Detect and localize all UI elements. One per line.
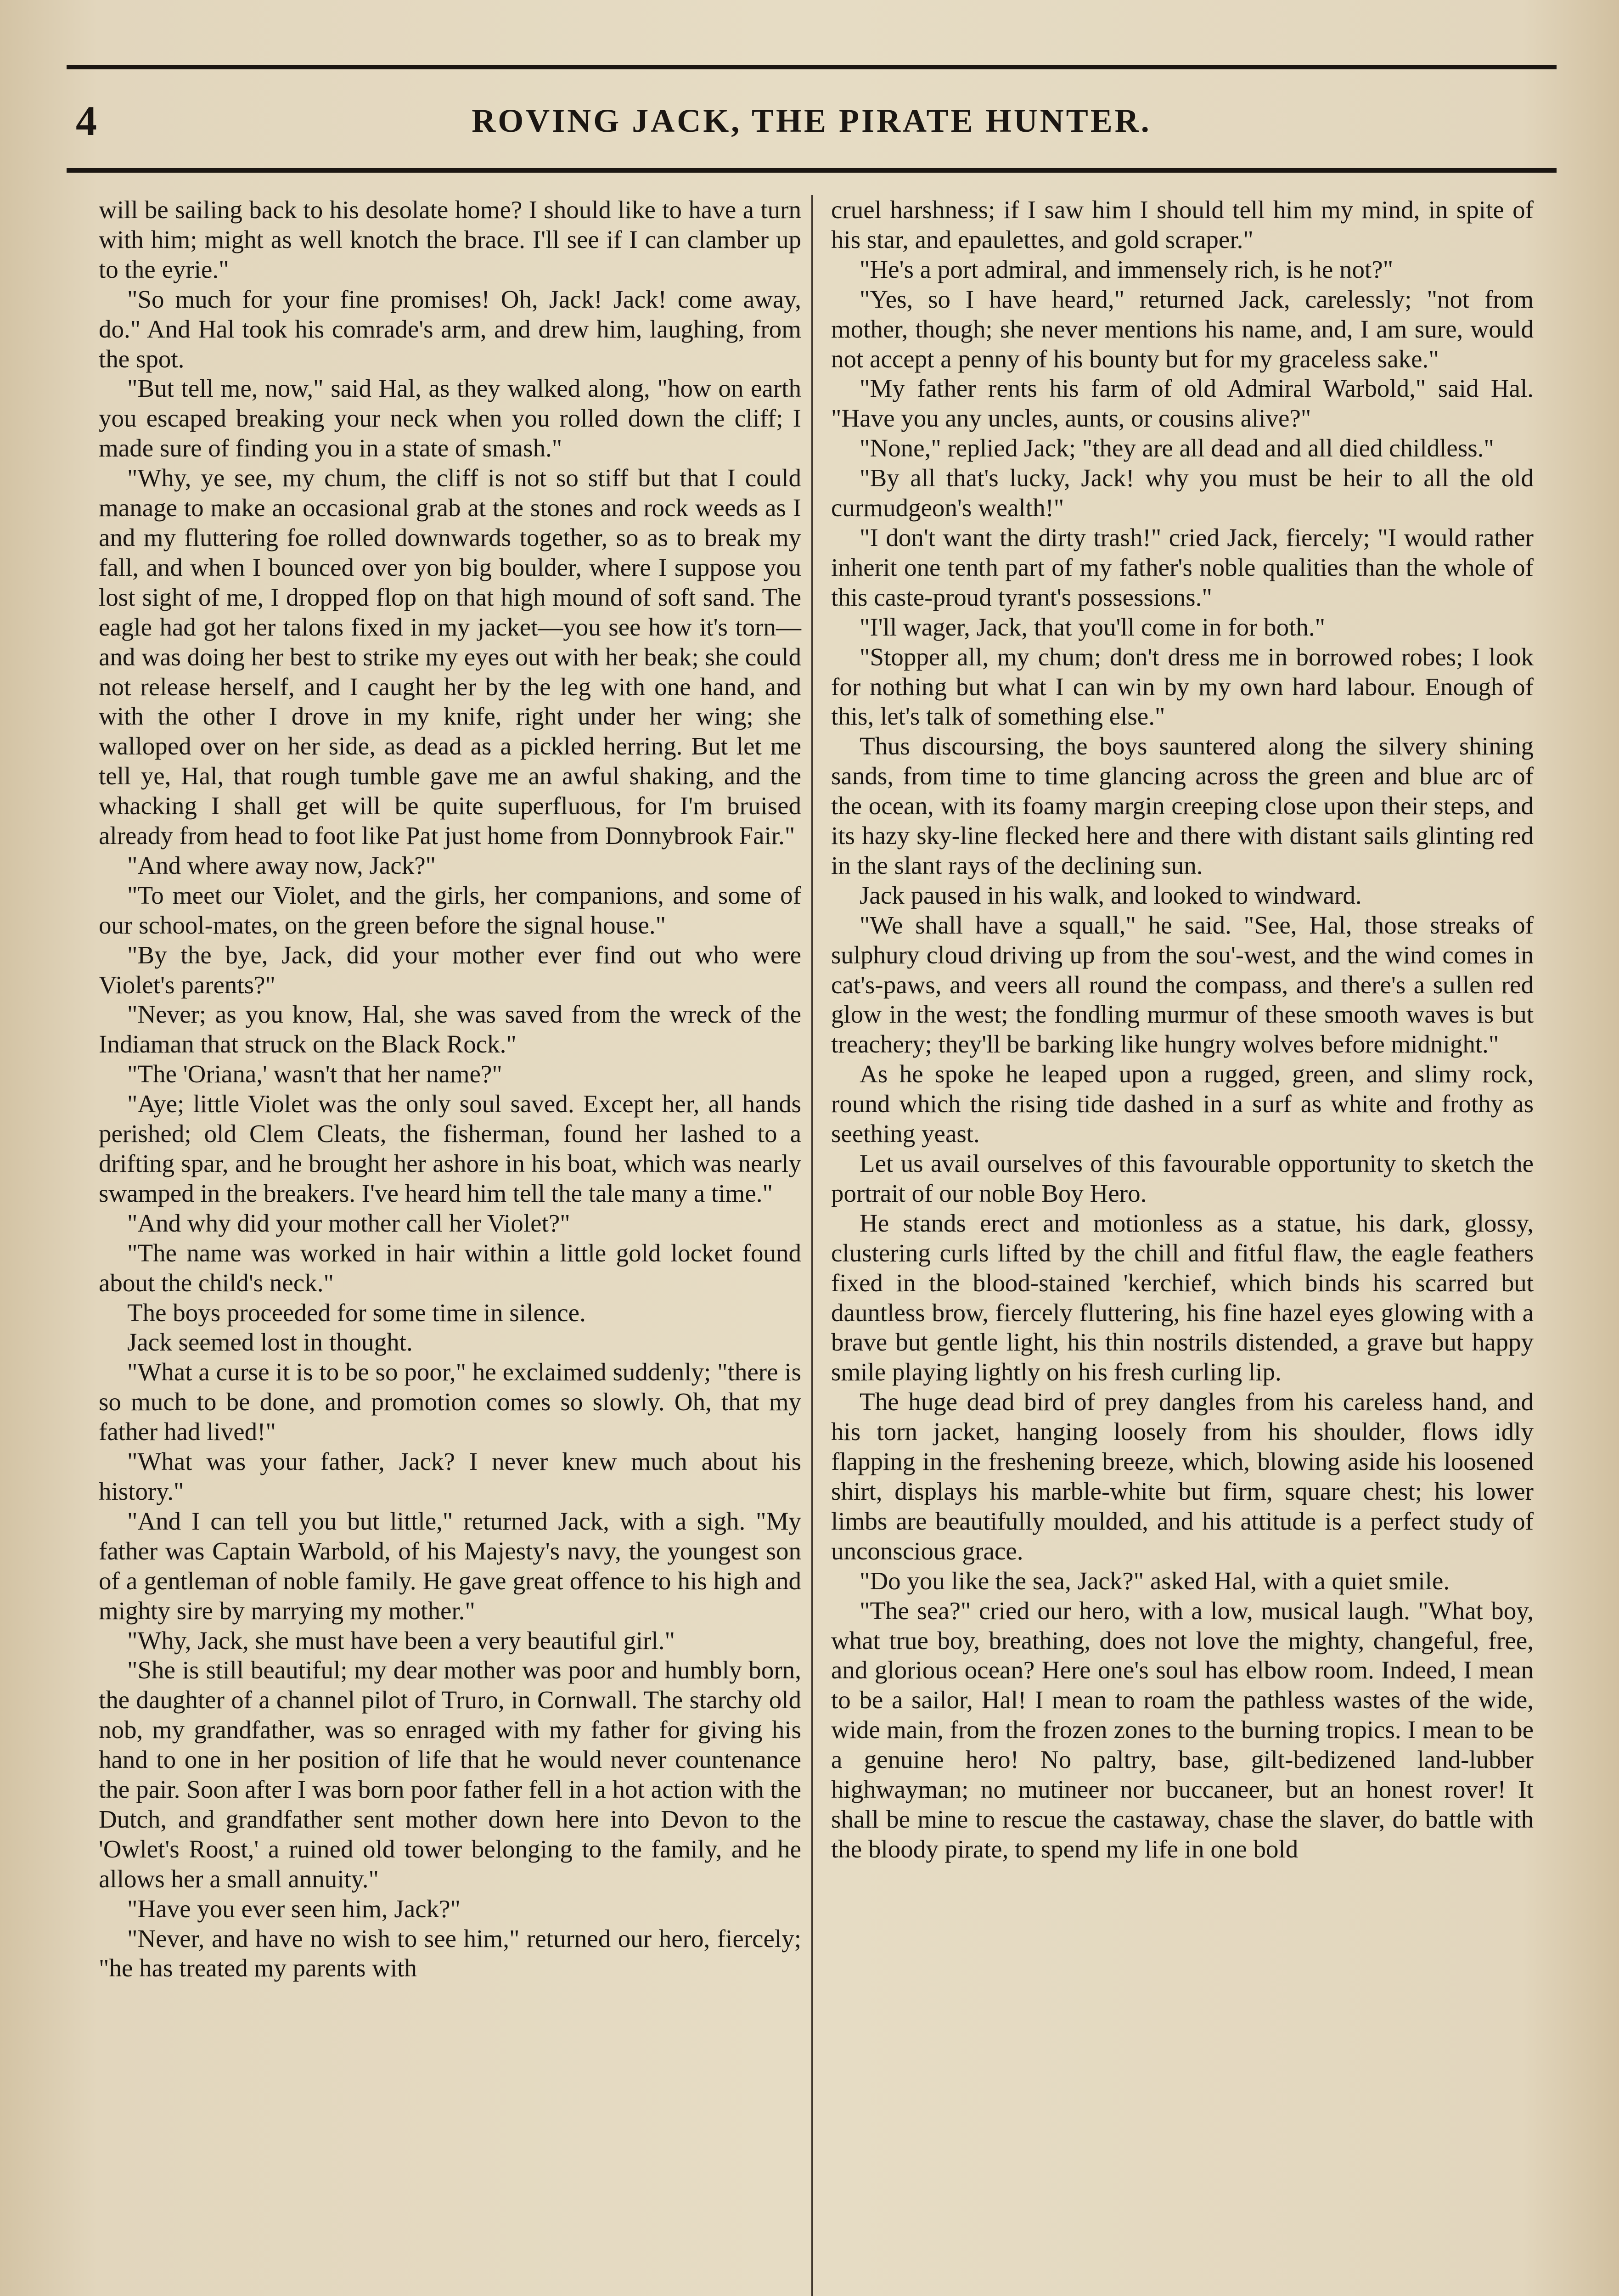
header-bottom-rule: [67, 168, 1557, 173]
paragraph: "By the bye, Jack, did your mother ever find out who were Violet's parents?": [99, 940, 801, 999]
paragraph: Let us avail ourselves of this favourable opportunity to sketch the portrait of our noble Boy Hero.: [831, 1149, 1534, 1207]
page-number: 4: [76, 97, 97, 144]
paragraph: "I don't want the dirty trash!" cried Jack, fiercely; "I would rather inherit one tenth part of my father's noble qualities than the whole of this caste-proud tyrant's possessions.": [831, 523, 1534, 611]
paragraph: Thus discoursing, the boys sauntered along the silvery shining sands, from time to time glancing across the green and blue arc of the ocean, with its foamy margin creeping close upon their steps, and its hazy sky-line flecked here and there with distant sails glinting red in the slant rays of the declining sun.: [831, 732, 1534, 879]
paragraph: "What was your father, Jack? I never knew much about his history.": [99, 1447, 801, 1505]
paragraph: "Why, ye see, my chum, the cliff is not so stiff but that I could manage to make an occasional grab at the stones and rock weeds as I and my fluttering foe rolled downwards together, so as to break my fall, and when I bounced over yon big boulder, where I suppose you lost sight of me, I dropped flop on that high mound of soft sand. The eagle had got her talons fixed in my jacket—you see how it's torn—and was doing her best to strike my eyes out with her beak; she could not release herself, and I caught her by the leg with one hand, and with the other I drove in my knife, right under her wing; she walloped over on her side, as dead as a pickled herring. But let me tell ye, Hal, that rough tumble gave me an awful shaking, and the whacking I shall get will be quite superfluous, for I'm bruised already from head to foot like Pat just home from Donnybrook Fair.": [99, 464, 801, 850]
paragraph: "Do you like the sea, Jack?" asked Hal, with a quiet smile.: [860, 1566, 1450, 1595]
paragraph: "And why did your mother call her Violet?": [127, 1209, 570, 1237]
paragraph: "Never, and have no wish to see him," returned our hero, fiercely; "he has treated my parents with: [99, 1924, 801, 1982]
paragraph: "What a curse it is to be so poor," he exclaimed suddenly; "there is so much to be done, and promotion comes so slowly. Oh, that my father had lived!": [99, 1358, 801, 1446]
paragraph: "Aye; little Violet was the only soul saved. Except her, all hands perished; old Clem Cleats, the fisherman, found her lashed to a drifting spar, and he brought her ashore in his boat, which was nearly swamped in the breakers. I've heard him tell the tale many a time.": [99, 1090, 801, 1207]
paragraph: "The 'Oriana,' wasn't that her name?": [127, 1060, 502, 1088]
paragraph: will be sailing back to his desolate home? I should like to have a turn with him; might as well knotch the brace. I'll see if I can clamber up to the eyrie.": [99, 196, 801, 283]
paragraph: "Have you ever seen him, Jack?": [127, 1894, 461, 1923]
paragraph: "The name was worked in hair within a little gold locket found about the child's neck.": [99, 1238, 801, 1297]
paragraph: Jack seemed lost in thought.: [127, 1328, 413, 1356]
paragraph: "We shall have a squall," he said. "See, Hal, those streaks of sulphury cloud driving up from the sou'-west, and the wind comes in cat's-paws, and veers all round the compass, and there's a sullen red glow in the west; the fondling murmur of these smooth waves is but treachery; they'll be barking like hungry wolves before midnight.": [831, 911, 1534, 1058]
right-text-column: [831, 195, 1534, 1864]
paragraph: "By all that's lucky, Jack! why you must be heir to all the old curmudgeon's wealth!": [831, 464, 1534, 522]
paragraph: "Never; as you know, Hal, she was saved from the wreck of the Indiaman that struck on the Black Rock.": [99, 1000, 801, 1058]
paragraph: The boys proceeded for some time in silence.: [127, 1298, 586, 1327]
page-header: [67, 87, 1557, 152]
paragraph: As he spoke he leaped upon a rugged, green, and slimy rock, round which the rising tide dashed in a surf as white and frothy as seething yeast.: [831, 1060, 1534, 1148]
paragraph: "Why, Jack, she must have been a very beautiful girl.": [127, 1626, 675, 1654]
paragraph: "She is still beautiful; my dear mother was poor and humbly born, the daughter of a channel pilot of Truro, in Cornwall. The starchy old nob, my grandfather, was so enraged with my father for giving his hand to one in her position of life that he would never countenance the pair. Soon after I was born poor father fell in a hot action with the Dutch, and grandfather sent mother down here into Devon to the 'Owlet's Roost,' a ruined old tower belonging to the family, and he allows her a small annuity.": [99, 1656, 801, 1893]
column-divider: [811, 195, 813, 2296]
paragraph: "I'll wager, Jack, that you'll come in for both.": [860, 613, 1326, 641]
paragraph: "To meet our Violet, and the girls, her companions, and some of our school-mates, on the green before the signal house.": [99, 881, 801, 939]
paragraph: "And where away now, Jack?": [127, 851, 436, 879]
paragraph: "He's a port admiral, and immensely rich, is he not?": [860, 255, 1394, 283]
paragraph: The huge dead bird of prey dangles from his careless hand, and his torn jacket, hanging loosely from his shoulder, flows idly flapping in the freshening breeze, which, blowing aside his loosened shirt, displays his marble-white but firm, square chest; his lower limbs are beautifully moulded, and his attitude is a perfect study of unconscious grace.: [831, 1388, 1534, 1565]
paragraph: He stands erect and motionless as a statue, his dark, glossy, clustering curls lifted by the chill and fitful flaw, the eagle feathers fixed in the blood-stained 'kerchief, which binds his scarred but dauntless brow, fiercely fluttering, his fine hazel eyes glowing with a brave but gentle light, his thin nostrils distended, a grave but happy smile playing lightly on his fresh curling lip.: [831, 1209, 1534, 1386]
paragraph: "None," replied Jack; "they are all dead and all died childless.": [860, 434, 1494, 462]
running-title: ROVING JACK, THE PIRATE HUNTER.: [472, 102, 1152, 139]
paragraph: Jack paused in his walk, and looked to windward.: [860, 881, 1362, 909]
paragraph: "So much for your fine promises! Oh, Jack! Jack! come away, do." And Hal took his comrade's arm, and drew him, laughing, from the spot.: [99, 285, 801, 373]
paragraph: "The sea?" cried our hero, with a low, musical laugh. "What boy, what true boy, breathing, does not love the mighty, changeful, free, and glorious ocean? Here one's soul has elbow room. Indeed, I mean to be a sailor, Hal! I mean to roam the pathless wastes of the wide, wide main, from the frozen zones to the burning tropics. I mean to be a genuine hero! No paltry, base, gilt-bedizened land-lubber highwayman; no mutineer nor buccaneer, but an honest rover! It shall be mine to rescue the castaway, chase the slaver, do battle with the bloody pirate, to spend my life in one bold: [831, 1596, 1534, 1863]
paragraph: "But tell me, now," said Hal, as they walked along, "how on earth you escaped breaking your neck when you rolled down the cliff; I made sure of finding you in a state of smash.": [99, 374, 801, 462]
paragraph: "Stopper all, my chum; don't dress me in borrowed robes; I look for nothing but what I can win by my own hard labour. Enough of this, let's talk of something else.": [831, 642, 1534, 731]
paragraph: "My father rents his farm of old Admiral Warbold," said Hal. "Have you any uncles, aunts, or cousins alive?": [831, 374, 1534, 433]
paragraph: "Yes, so I have heard," returned Jack, carelessly; "not from mother, though; she never mentions his name, and, I am sure, would not accept a penny of his bounty but for my graceless sake.": [831, 285, 1534, 373]
header-top-rule: [67, 65, 1557, 69]
left-text-column: [99, 195, 801, 1983]
paragraph: cruel harshness; if I saw him I should tell him my mind, in spite of his star, and epaulettes, and gold scraper.": [831, 196, 1534, 253]
paragraph: "And I can tell you but little," returned Jack, with a sigh. "My father was Captain Warbold, of his Majesty's navy, the youngest son of a gentleman of noble family. He gave great offence to his high and mighty sire by marrying my mother.": [99, 1507, 801, 1625]
